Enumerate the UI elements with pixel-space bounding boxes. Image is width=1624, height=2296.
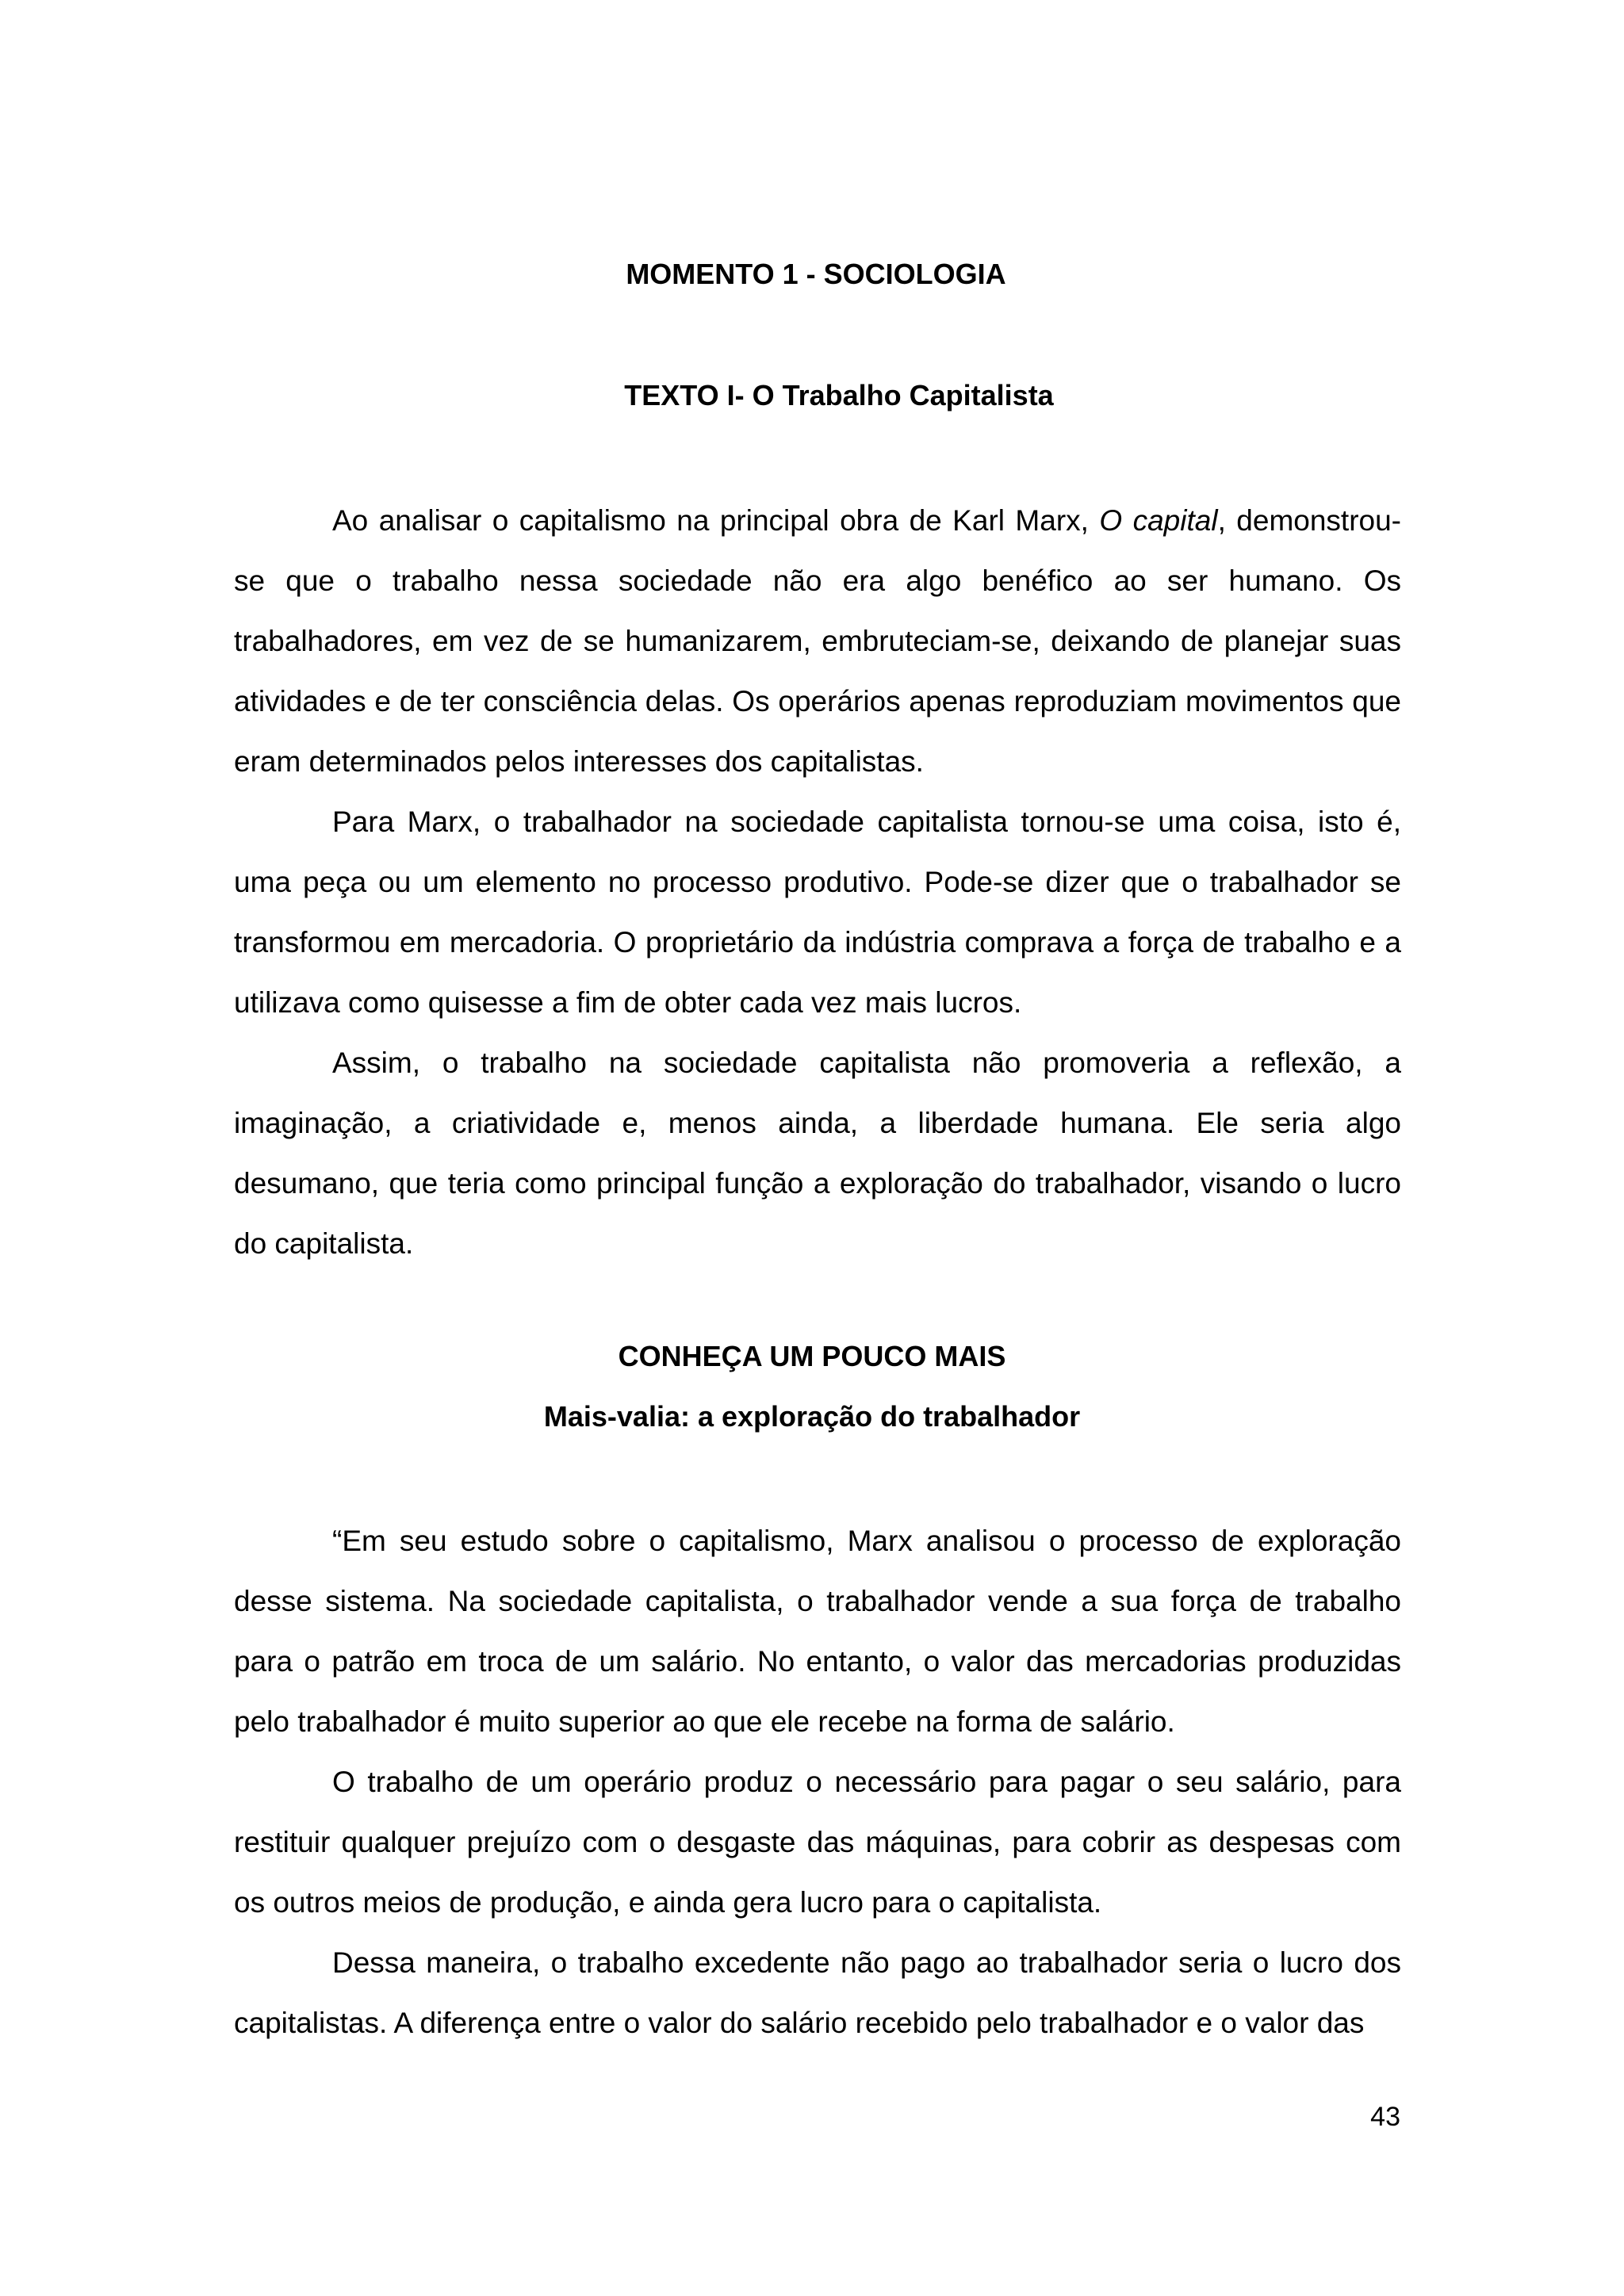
paragraph: O trabalho de um operário produz o necessário para pagar o seu salário, para restituir qualquer prejuízo com o desgaste das máquinas, para cobrir as despesas com os outros meios de produção, e ainda gera lucro para o capitalista.: [234, 1766, 1401, 1919]
paragraph: Assim, o trabalho na sociedade capitalista não promoveria a reflexão, a imaginação, a criatividade e, menos ainda, a liberdade humana. Ele seria algo desumano, que teria como principal função a exploração do trabalhador, visando o lucro do capitalista.: [234, 1047, 1401, 1260]
section-title: TEXTO I- O Trabalho Capitalista: [624, 379, 1054, 411]
paragraph-text: Ao analisar o capitalismo na principal obra de Karl Marx,: [332, 504, 1100, 537]
paragraph: Dessa maneira, o trabalho excedente não pago ao trabalhador seria o lucro dos capitalistas. A diferença entre o valor do salário recebido pelo trabalhador e o valor das: [234, 1946, 1401, 2039]
text-body-1: [234, 491, 1401, 1274]
paragraph: Para Marx, o trabalhador na sociedade capitalista tornou-se uma coisa, isto é, uma peça ou um elemento no processo produtivo. Pode-se dizer que o trabalhador se transformou em mercadoria. O proprietário da indústria comprava a força de trabalho e a utilizava como quisesse a fim de obter cada vez mais lucros.: [234, 806, 1401, 1019]
paragraph: “Em seu estudo sobre o capitalismo, Marx analisou o processo de exploração desse sistema. Na sociedade capitalista, o trabalhador vende a sua força de trabalho para o patrão em troca de um salário. No entanto, o valor das mercadorias produzidas pelo trabalhador é muito superior ao que ele recebe na forma de salário.: [234, 1525, 1401, 1738]
page-title: MOMENTO 1 - SOCIOLOGIA: [626, 258, 1006, 290]
page-number: 43: [1370, 2102, 1400, 2132]
book-title: O capital: [1099, 504, 1218, 537]
box-subheading: Mais-valia: a exploração do trabalhador: [543, 1400, 1081, 1433]
box-heading: CONHEÇA UM POUCO MAIS: [618, 1340, 1006, 1372]
paragraph: [234, 491, 1401, 792]
text-body-2: [234, 1511, 1401, 2053]
paragraph-text: , demonstrou-se que o trabalho nessa sociedade não era algo benéfico ao ser humano. Os trabalhadores, em vez de se humanizarem, embruteciam-se, deixando de planejar suas atividades e de ter consciência delas. Os operários apenas reproduziam movimentos que eram determinados pelos interesses dos capitalistas.: [234, 504, 1401, 778]
